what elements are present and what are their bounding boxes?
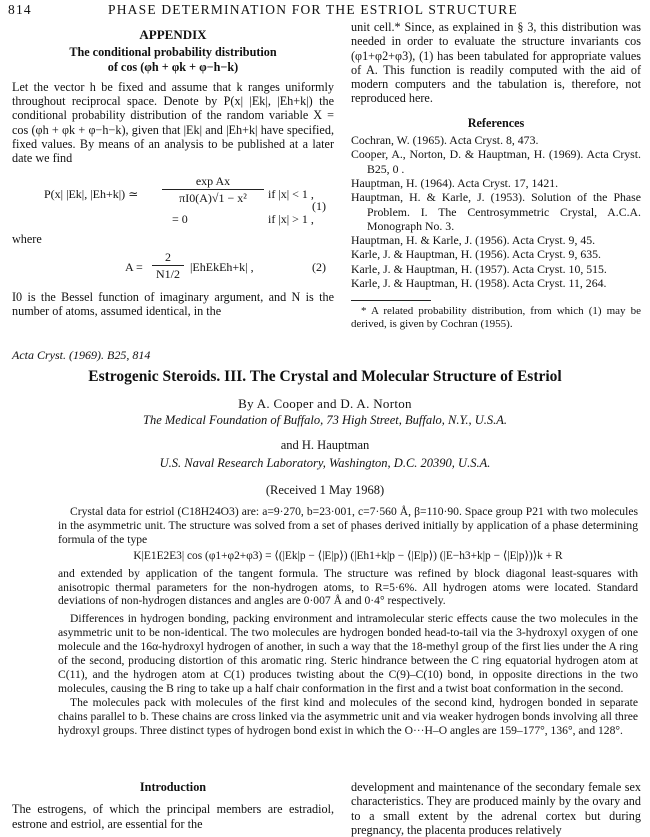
eq1-numerator: exp Ax xyxy=(195,173,231,188)
reference-item: Hauptman, H. (1964). Acta Cryst. 17, 1421. xyxy=(351,175,559,190)
eq1-label: (1) xyxy=(312,198,326,213)
introduction-heading: Introduction xyxy=(139,780,207,794)
abstract xyxy=(58,505,638,738)
article-title: Estrogenic Steroids. III. The Crystal and Molecular Structure of Estriol xyxy=(88,368,562,385)
reference-item: Cochran, W. (1965). Acta Cryst. 8, 473. xyxy=(351,133,539,148)
eq1-denominator: πI0(A)√1 − x² xyxy=(179,190,247,205)
eq2-numerator: 2 xyxy=(165,249,171,264)
fraction-bar xyxy=(162,189,264,190)
right-column xyxy=(351,20,641,331)
appendix-paragraph: Let the vector h be fixed and assume that k ranges uniformly throughout reciprocal space. Denote by P(x| |Ek|, |Eh+k|) the conditional probability distribution of the random variable X = cos (φh + φk + φ−h−k), given that |Ek| and |Eh+k| have specified, fixed values. By means of an analysis to be published at a later date we find xyxy=(12,79,334,166)
reference-item: Hauptman, H. & Karle, J. (1956). Acta Cryst. 9, 45. xyxy=(351,233,596,248)
introduction-left xyxy=(12,780,334,831)
reference-item: Hauptman, H. & Karle, J. (1953). Solution of the Phase Problem. I. The Centrosymmetric Crystal, A.C.A. Monograph No. 3. xyxy=(351,190,641,233)
received-date: (Received 1 May 1968) xyxy=(265,483,385,497)
fraction-bar xyxy=(152,265,184,266)
page-number: 814 xyxy=(8,2,32,17)
eq1-lhs: P(x| |Ek|, |Eh+k|) ≃ xyxy=(44,186,139,201)
introduction-paragraph-continued: development and maintenance of the secondary female sex characteristics. They are produced mainly by the ovary and to a small extent by the adrenal cortex but during pregnancy, the placenta produces relatively xyxy=(351,780,641,837)
equation-2 xyxy=(12,250,334,284)
article-authors-2: and H. Hauptman xyxy=(280,438,370,452)
article-authors: By A. Cooper and D. A. Norton xyxy=(238,396,412,411)
appendix-subheading-formula: of cos (φh + φk + φ−h−k) xyxy=(107,59,239,74)
eq2-lhs: A = xyxy=(125,259,143,274)
abstract-paragraph: Crystal data for estriol (C18H24O3) are: a=9·270, b=23·001, c=7·560 Å, β=110·90. Space group P21 with two molecules in the asymmetric unit. The structure was solved from a set of phases derived initially by application of a phase determining formula of the type xyxy=(58,505,638,546)
continuation-paragraph: unit cell.* Since, as explained in § 3, this distribution was needed in order to evaluate the structure invariants cos (φ1+φ2+φ3), (1) has been tabulated for appropriate values of A. This function is readily computed with the aid of modern computers and the tabulation is, therefore, not reproduced here. xyxy=(351,20,641,106)
eq2-label: (2) xyxy=(312,259,326,274)
abstract-paragraph: The molecules pack with molecules of the first kind and molecules of the second kind, hydrogen bonded in separate chains parallel to b. These chains are cross linked via the asymmetric unit and via weaker hydrogen bonds involving all three hydroxyl groups. Three distinct types of hydrogen bond exist in which the O···H–O angles are 159–177°, 136°, and 128°. xyxy=(58,695,638,737)
article-citation: Acta Cryst. (1969). B25, 814 xyxy=(12,348,151,362)
eq1-second-case: = 0 xyxy=(172,211,188,226)
references-list xyxy=(351,133,641,290)
appendix-paragraph-2: I0 is the Bessel function of imaginary argument, and N is the number of atoms, assumed identical, in the xyxy=(12,289,334,319)
eq2-fraction xyxy=(152,250,184,282)
reference-item: Cooper, A., Norton, D. & Hauptman, H. (1969). Acta Cryst. B25, 0 . xyxy=(351,147,641,176)
eq1-condition-2: if |x| > 1 , xyxy=(268,211,314,226)
eq2-rhs: |EhEkEh+k| , xyxy=(190,259,254,274)
reference-item: Karle, J. & Hauptman, H. (1956). Acta Cryst. 9, 635. xyxy=(351,247,601,262)
equation-1 xyxy=(12,172,334,230)
references-heading: References xyxy=(467,115,525,130)
abstract-paragraph: Differences in hydrogen bonding, packing environment and intramolecular steric effects cause the two molecules in the asymmetric unit to be non-identical. The two molecules are hydrogen bonded head-to-tail via the 3-hydroxyl oxygen of one molecule and the 16α-hydroxyl hydrogen of another, in such a way that the 18-methyl group of the first lies under the A ring of the second, producing distortion of this aromatic ring. Steric hindrance between the C ring equatorial hydrogen atom at C(11), and the hydrogen atom at C(1) produces twisting about the C(9)–C(10) bond, in opposite directions in the two molecules, causing the B ring to take up a half chair conformation in the first and a twist boat conformation in the second. xyxy=(58,612,638,695)
appendix-subheading: The conditional probability distribution xyxy=(69,45,277,60)
footnote-divider xyxy=(351,300,431,301)
abstract-paragraph: and extended by application of the tangent formula. The structure was refined by block diagonal least-squares with anisotropic thermal parameters for the non-hydrogen atoms, to R=5·6%. All hydrogen atoms were located. Standard deviations of non-hydrogen distances and angles are 0·007 Å and 0·4° respectively. xyxy=(58,566,638,608)
eq1-fraction xyxy=(162,174,264,206)
introduction-right xyxy=(351,780,641,837)
introduction-paragraph: The estrogens, of which the principal members are estradiol, estrone and estriol, are essential for the xyxy=(12,802,334,831)
eq2-denominator: N1/2 xyxy=(156,267,180,282)
running-title: PHASE DETERMINATION FOR THE ESTRIOL STRUCTURE xyxy=(108,2,518,17)
appendix-section xyxy=(12,28,334,319)
reference-item: Karle, J. & Hauptman, H. (1958). Acta Cryst. 11, 264. xyxy=(351,276,607,291)
appendix-heading: APPENDIX xyxy=(139,27,207,42)
reference-item: Karle, J. & Hauptman, H. (1957). Acta Cryst. 10, 515. xyxy=(351,261,607,276)
abstract-equation: K|E1E2E3| cos (φ1+φ2+φ3) = ⟨(|Ek|p − ⟨|E|p⟩) (|Eh1+k|p − ⟨|E|p⟩) (|E−h3+k|p − ⟨|E|p⟩)⟩k + R xyxy=(133,549,563,562)
author-affiliation: The Medical Foundation of Buffalo, 73 High Street, Buffalo, N.Y., U.S.A. xyxy=(143,413,507,427)
eq1-condition-1: if |x| < 1 , xyxy=(268,186,314,201)
author-affiliation-2: U.S. Naval Research Laboratory, Washington, D.C. 20390, U.S.A. xyxy=(159,456,491,470)
where-label: where xyxy=(12,231,42,246)
footnote: * A related probability distribution, from which (1) may be derived, is given by Cochran (1955). xyxy=(351,305,641,331)
